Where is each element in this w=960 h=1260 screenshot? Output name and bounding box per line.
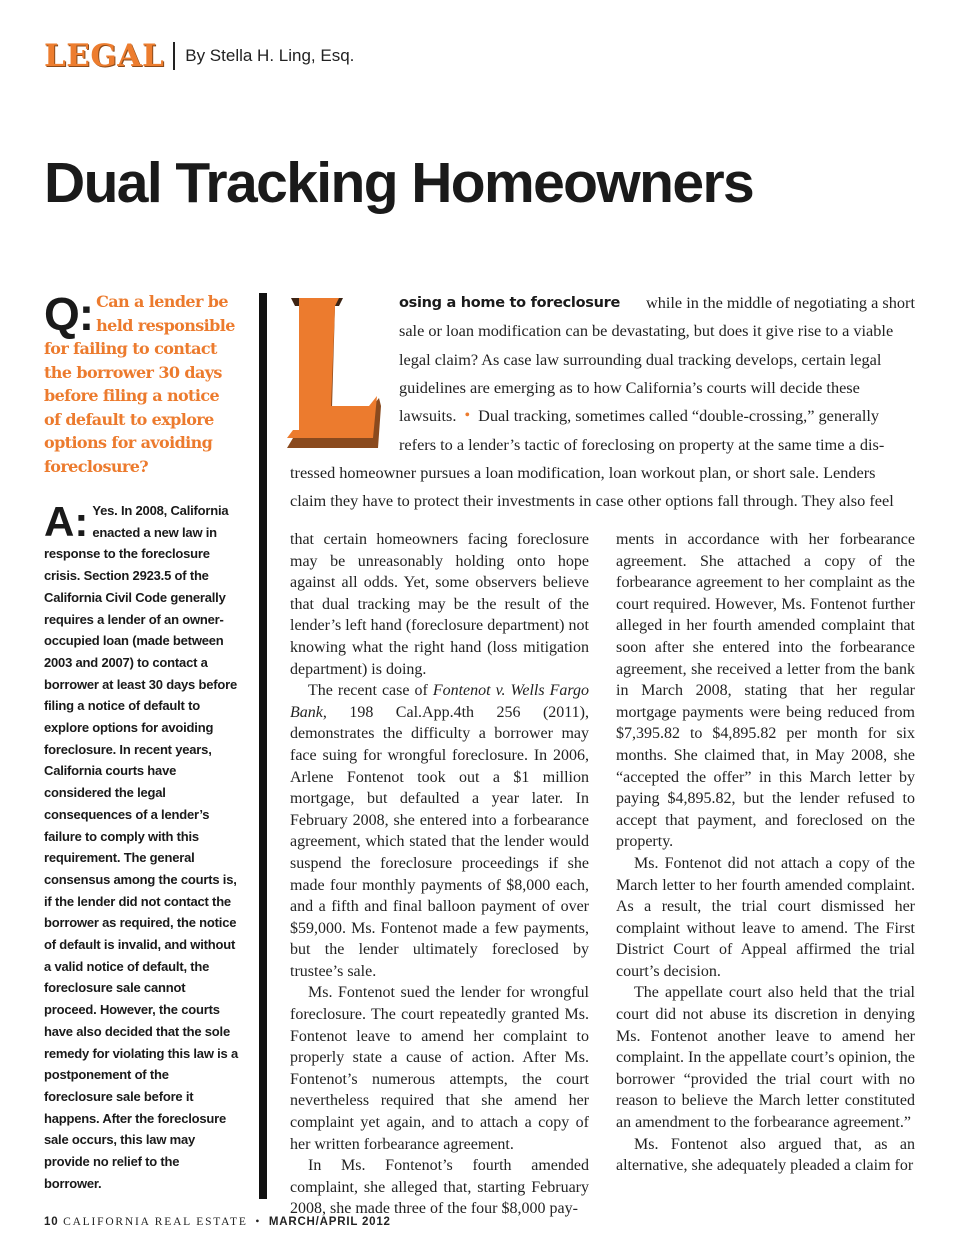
- qa-sidebar: [44, 290, 240, 1195]
- col2-paragraph-3: The appellate court also held that the trial court did not abuse its discretion in denying Ms. Fontenot another leave to amend her complaint. In the appellate court’s opinion, the borrower “provided the trial court with no reason to believe the March letter constituted an amendment to the forbearance agreement.”: [616, 984, 915, 1132]
- intro-line-1: [399, 293, 915, 313]
- drop-cap-text: L: [333, 378, 334, 379]
- col1-paragraph-4: In Ms. Fontenot’s fourth amended complaint, she alleged that, starting February 2008, she made three of the four $8,000 pay-: [290, 1157, 589, 1218]
- col2-paragraph-4: Ms. Fontenot also argued that, as an alternative, she adequately pleaded a claim for: [616, 1135, 915, 1175]
- footer-bullet: •: [255, 1216, 262, 1228]
- col2-paragraph-2: Ms. Fontenot did not attach a copy of the March letter to her fourth amended complaint. As a result, the trial court dismissed her complaint without leave to amend. The First District Court of Appeal affirmed the trial court’s decision.: [616, 854, 915, 980]
- article-title: Dual Tracking Homeowners: [44, 151, 754, 215]
- question-label: Q:: [44, 288, 94, 340]
- article-column-1: [290, 529, 589, 1220]
- publication-name: CALIFORNIA REAL ESTATE: [63, 1216, 248, 1228]
- answer-text: Yes. In 2008, California enacted a new law in response to the foreclosure crisis. Section 2923.5 of the California Civil Code generally requires a lender of an owner-occupied loan (made between 2003 and 2007) to contact a borrower at least 30 days before filing a notice of default to explore options for avoiding foreclosure. In recent years, California courts have considered the legal consequences of a lender’s failure to comply with this requirement. The general consensus among the courts is, if the lender did not contact the borrower as required, the notice of default is invalid, and without a valid notice of default, the foreclosure sale cannot proceed. However, the courts have also decided that the sole remedy for violating this law is a postponement of the foreclosure sale before it happens. After the foreclosure sale occurs, this law may provide no relief to the borrower.: [44, 503, 239, 1191]
- header-divider: [173, 42, 175, 70]
- question-text: Can a lender be held responsible for failing to contact the borrower 30 days before filing a notice of default to explore options for avoiding foreclosure?: [44, 292, 235, 476]
- intro-line-5: [399, 406, 915, 426]
- answer-label: A:: [44, 498, 89, 545]
- author-byline: By Stella H. Ling, Esq.: [185, 46, 355, 65]
- intro-line-2: sale or loan modification can be devastating, but does it give rise to a viable: [399, 321, 894, 340]
- intro-bullet: •: [464, 407, 471, 424]
- intro-line-3: legal claim? As case law surrounding dual tracking develops, certain legal: [399, 350, 882, 369]
- page-number: 10: [44, 1216, 59, 1228]
- col2-paragraph-1: ments in accordance with her forbearance agreement. She attached a copy of the forbearance agreement to her complaint as the court required. However, Ms. Fontenot further alleged in her fourth amended complaint that soon after she entered into the forbearance agreement, she received a letter from the bank in March 2008, stating that her regular mortgage payments were being reduced from $7,395.82 to $4,895.82 per month for six months. She claimed that, in May 2008, she “accepted the offer” in this March letter by paying $4,895.82, but the lender refused to accept that payment, and foreclosed on the property.: [616, 531, 915, 851]
- section-label: LEGAL: [44, 38, 165, 74]
- lead-in: osing a home to foreclosure: [399, 295, 620, 311]
- page-footer: [44, 1216, 391, 1228]
- intro-line-8: claim they have to protect their investments in case other options fall through. They also feel: [290, 491, 894, 510]
- section-header: [44, 36, 354, 76]
- intro-line-6: refers to a lender’s tactic of foreclosing on property at the same time a dis-: [399, 435, 885, 454]
- intro-line-7: tressed homeowner pursues a loan modification, loan workout plan, or short sale. Lenders: [290, 463, 876, 482]
- drop-cap-letter: [283, 288, 383, 454]
- col1-paragraph-1: that certain homeowners facing foreclosure may be unreasonably holding onto hope against all odds. Yet, some observers believe that dual tracking may be the result of the lender’s left hand (foreclosure department) not knowing what the right hand (loss mitigation department) is doing.: [290, 531, 589, 678]
- col1-paragraph-3: Ms. Fontenot sued the lender for wrongful foreclosure. The court repeatedly granted Ms. Fontenot leave to amend her complaint to properly state a cause of action. After Ms. Fontenot’s numerous attempts, the court nevertheless required that she amend her complaint yet again, and to attach a copy of her written forbearance agreement.: [290, 984, 589, 1153]
- intro-line-4: guidelines are emerging as to how California’s courts will decide these: [399, 378, 860, 397]
- sidebar-divider: [259, 293, 267, 1199]
- col1-paragraph-2: The recent case of Fontenot v. Wells Fargo Bank, 198 Cal.App.4th 256 (2011), demonstrates the difficulty a borrower may face suing for wrongful foreclosure. In 2006, Arlene Fontenot took out a $1 million mortgage, but defaulted a year later. In February 2008, she entered into a forbearance agreement, which stated that the lender would suspend the foreclosure proceedings if she made four monthly payments of $8,000 each, and a fifth and final balloon payment of over $59,000. Ms. Fontenot made a few payments, but the lender ultimately foreclosed by trustee’s sale.: [290, 682, 589, 980]
- intro-text-5a: lawsuits.: [399, 406, 457, 425]
- article-column-2: [616, 529, 915, 1177]
- issue-date: MARCH/APRIL 2012: [268, 1216, 391, 1228]
- intro-text-1: while in the middle of negotiating a short: [645, 293, 915, 312]
- answer-block: [44, 500, 240, 1195]
- question-block: [44, 290, 240, 478]
- intro-text-5b: Dual tracking, sometimes called “double-crossing,” generally: [478, 406, 880, 425]
